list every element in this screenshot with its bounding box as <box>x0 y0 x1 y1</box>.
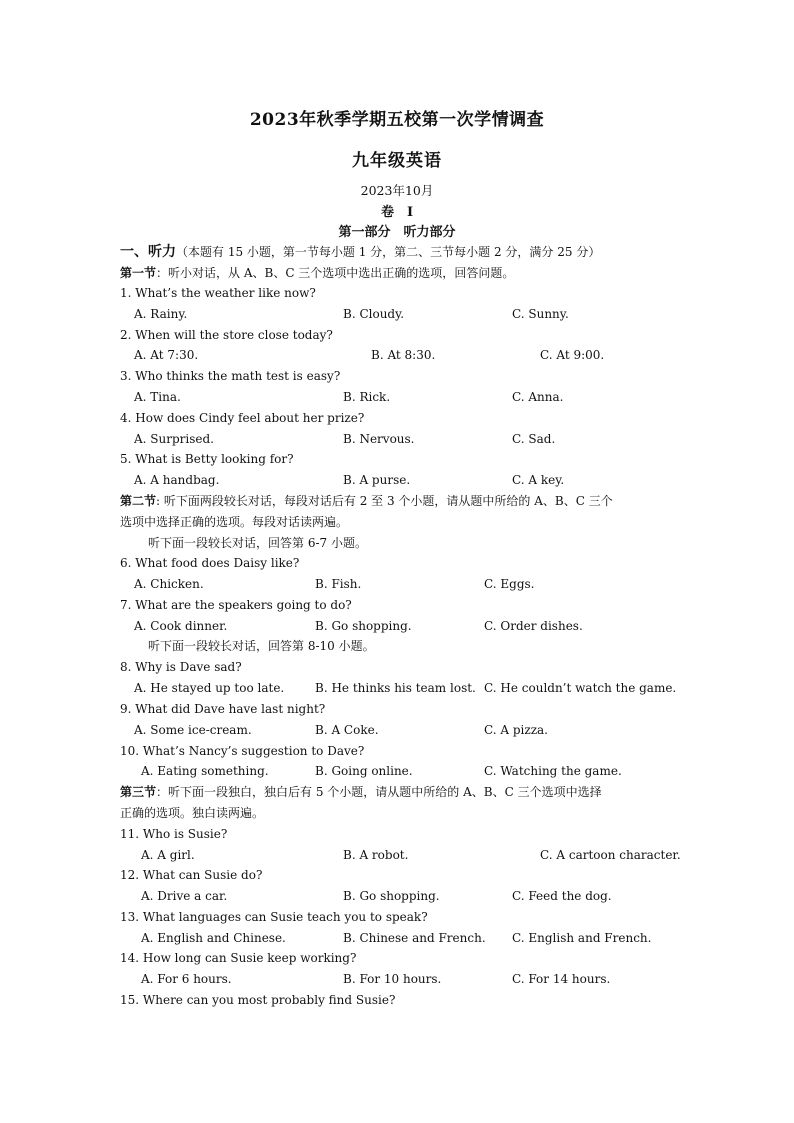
part3-instruction-line2: 正确的选项。独白读两遍。 <box>120 806 265 820</box>
q7-option-c: C. Order dishes. <box>484 619 583 633</box>
q14-option-b: B. For 10 hours. <box>343 972 442 986</box>
part3-label: 第三节 <box>120 785 157 799</box>
q2-option-a: A. At 7:30. <box>134 348 199 362</box>
part3-instruction-line1 <box>120 784 602 800</box>
q11-option-b: B. A robot. <box>343 848 409 862</box>
q1-option-c: C. Sunny. <box>512 307 569 321</box>
question-1: 1. What’s the weather like now? <box>120 286 316 300</box>
q14-option-c: C. For 14 hours. <box>512 972 611 986</box>
part3-text-1: ：听下面一段独白，独白后有 5 个小题，请从题中所给的 A、B、C 三个选项中选择 <box>156 785 602 799</box>
q2-option-c: C. At 9:00. <box>540 348 605 362</box>
q3-option-c: C. Anna. <box>512 390 564 404</box>
q7-option-a: A. Cook dinner. <box>134 619 228 633</box>
part2-sub-instruction-1: 听下面一段较长对话，回答第 6-7 小题。 <box>148 536 367 550</box>
q7-option-b: B. Go shopping. <box>315 619 412 633</box>
question-6: 6. What food does Daisy like? <box>120 556 300 570</box>
q5-option-a: A. A handbag. <box>134 473 220 487</box>
question-3: 3. Who thinks the math test is easy? <box>120 369 341 383</box>
q12-option-c: C. Feed the dog. <box>512 889 612 903</box>
q11-option-a: A. A girl. <box>141 848 195 862</box>
part2-label: 第二节 <box>120 494 157 508</box>
q12-option-a: A. Drive a car. <box>141 889 228 903</box>
question-4: 4. How does Cindy feel about her prize? <box>120 411 365 425</box>
q13-option-a: A. English and Chinese. <box>141 931 286 945</box>
question-10: 10. What’s Nancy’s suggestion to Dave? <box>120 744 365 758</box>
exam-subject: 九年级英语 <box>352 151 442 171</box>
q3-option-a: A. Tina. <box>134 390 181 404</box>
question-11: 11. Who is Susie? <box>120 827 228 841</box>
part1-text: ：听小对话，从 A、B、C 三个选项中选出正确的选项，回答问题。 <box>156 266 515 280</box>
q10-option-c: C. Watching the game. <box>484 764 622 778</box>
q6-option-a: A. Chicken. <box>134 577 204 591</box>
part1-label: 第一节 <box>120 266 157 280</box>
question-9: 9. What did Dave have last night? <box>120 702 326 716</box>
q3-option-b: B. Rick. <box>343 390 391 404</box>
q1-option-b: B. Cloudy. <box>343 307 405 321</box>
question-15: 15. Where can you most probably find Susie? <box>120 993 396 1007</box>
q4-option-a: A. Surprised. <box>134 432 214 446</box>
part1-instruction <box>120 265 514 281</box>
q6-option-c: C. Eggs. <box>484 577 535 591</box>
q13-option-b: B. Chinese and French. <box>343 931 486 945</box>
exam-title: 2023年秋季学期五校第一次学情调查 <box>249 110 545 130</box>
question-7: 7. What are the speakers going to do? <box>120 598 352 612</box>
question-8: 8. Why is Dave sad? <box>120 660 242 674</box>
part2-instruction-line2: 选项中选择正确的选项。每段对话读两遍。 <box>120 515 349 529</box>
q1-option-a: A. Rainy. <box>134 307 188 321</box>
q2-option-b: B. At 8:30. <box>371 348 436 362</box>
q10-option-a: A. Eating something. <box>141 764 269 778</box>
part2-text-1: : 听下面两段较长对话，每段对话后有 2 至 3 个小题，请从题中所给的 A、B、C 三个 <box>156 494 613 508</box>
section-heading <box>120 244 600 260</box>
section-note: （本题有 15 小题，第一节每小题 1 分，第二、三节每小题 2 分，满分 25 分） <box>176 245 601 259</box>
q9-option-b: B. A Coke. <box>315 723 379 737</box>
q9-option-a: A. Some ice-cream. <box>134 723 252 737</box>
q9-option-c: C. A pizza. <box>484 723 548 737</box>
volume-label: 卷 Ⅰ <box>380 205 414 220</box>
question-14: 14. How long can Susie keep working? <box>120 951 357 965</box>
section-title: 一、听力 <box>120 244 176 260</box>
q5-option-b: B. A purse. <box>343 473 411 487</box>
q12-option-b: B. Go shopping. <box>343 889 440 903</box>
q5-option-c: C. A key. <box>512 473 565 487</box>
q8-option-a: A. He stayed up too late. <box>134 681 285 695</box>
question-13: 13. What languages can Susie teach you to speak? <box>120 910 428 924</box>
question-2: 2. When will the store close today? <box>120 328 333 342</box>
q14-option-a: A. For 6 hours. <box>141 972 232 986</box>
part2-instruction-line1 <box>120 493 613 509</box>
question-5: 5. What is Betty looking for? <box>120 452 294 466</box>
part-heading: 第一部分 听力部分 <box>338 225 456 240</box>
q8-option-c: C. He couldn’t watch the game. <box>484 681 677 695</box>
part2-sub-instruction-2: 听下面一段较长对话，回答第 8-10 小题。 <box>148 639 375 653</box>
q10-option-b: B. Going online. <box>315 764 413 778</box>
exam-date: 2023年10月 <box>360 183 434 198</box>
q4-option-c: C. Sad. <box>512 432 556 446</box>
question-12: 12. What can Susie do? <box>120 868 263 882</box>
q11-option-c: C. A cartoon character. <box>540 848 681 862</box>
q4-option-b: B. Nervous. <box>343 432 415 446</box>
q13-option-c: C. English and French. <box>512 931 652 945</box>
q8-option-b: B. He thinks his team lost. <box>315 681 476 695</box>
q6-option-b: B. Fish. <box>315 577 362 591</box>
